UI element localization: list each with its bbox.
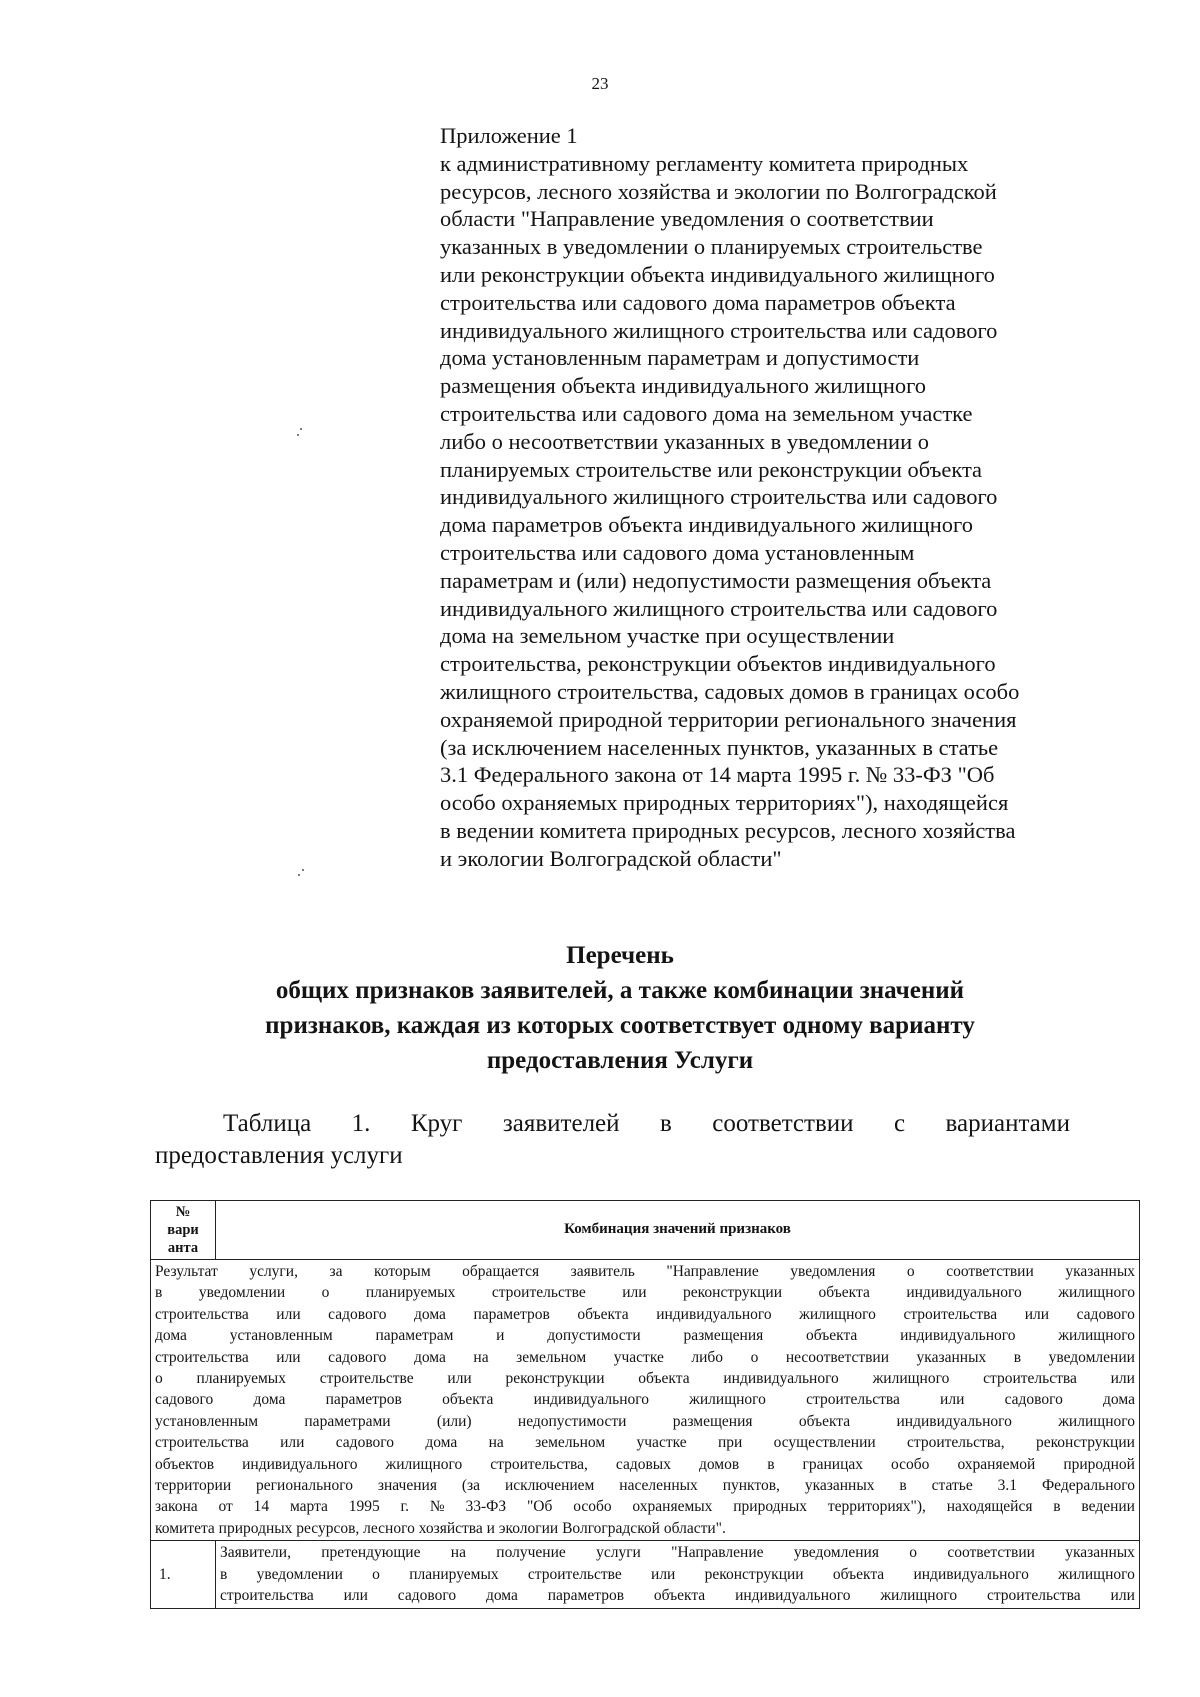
caption-word: Круг — [410, 1110, 463, 1137]
variant-line — [220, 1564, 1135, 1585]
table-row — [151, 1541, 1140, 1608]
word: пунктов, — [722, 1477, 780, 1495]
word: или — [622, 1284, 647, 1302]
appendix-line: строительства или садового дома установленным — [440, 539, 915, 565]
word: садового — [1004, 1391, 1063, 1409]
word: размещения — [683, 1327, 764, 1345]
word: земельном — [535, 1434, 606, 1452]
heading-line: предоставления Услуги — [486, 1047, 754, 1074]
variant-number-header: № вари анта — [151, 1201, 216, 1260]
word: жилищного — [1058, 1565, 1135, 1583]
appendix-line: либо о несоответствии указанных в уведомлении о — [440, 428, 929, 454]
appendix-line: размещения объекта индивидуального жилищного — [440, 373, 927, 399]
word: строительстве — [527, 1565, 622, 1583]
appendix-line: параметрам и (или) недопустимости размещения объекта — [440, 567, 992, 593]
variant-number: 1. — [151, 1541, 216, 1608]
word: жилищного — [1058, 1284, 1135, 1302]
word: дома — [413, 1348, 446, 1366]
variant-line — [220, 1542, 1135, 1563]
word: или — [1110, 1587, 1135, 1605]
word: параметров — [547, 1587, 625, 1605]
word: объекта — [577, 1305, 629, 1323]
result-cell — [151, 1260, 1140, 1541]
word: строительства — [155, 1348, 249, 1366]
word: садового — [155, 1391, 214, 1409]
word: индивидуального — [900, 1327, 1016, 1345]
word: дома — [155, 1327, 187, 1345]
word: размещения — [672, 1412, 753, 1430]
word: в — [155, 1284, 163, 1302]
appendix-line: в ведении комитета природных ресурсов, лесного хозяйства — [440, 817, 1016, 843]
result-line — [155, 1347, 1135, 1368]
word: уведомления — [790, 1263, 876, 1280]
word: г. — [400, 1498, 410, 1516]
word: получение — [496, 1544, 566, 1562]
word: строительства — [155, 1434, 249, 1452]
word: марта — [289, 1498, 328, 1516]
word: жилищного — [799, 1305, 876, 1323]
appendix-line: планируемых строительстве или реконструкции объекта — [440, 456, 983, 482]
word: жилищного — [385, 1455, 463, 1473]
word: особо — [573, 1498, 612, 1516]
word: о — [372, 1565, 380, 1583]
appendix-line: строительства, реконструкции объектов индивидуального — [440, 651, 996, 677]
heading-line: признаков, каждая из которых соответствует одному варианту — [265, 1012, 975, 1039]
word: садового — [328, 1305, 387, 1323]
word: параметрами — [304, 1412, 391, 1430]
appendix-line: индивидуального жилищного строительства или садового — [440, 484, 998, 510]
word: или — [940, 1391, 965, 1409]
caption-word: вариантами — [945, 1110, 1070, 1137]
word: жилищного — [1058, 1412, 1135, 1430]
word: реконструкции — [505, 1370, 605, 1388]
appendix-line: дома параметров объекта индивидуального жилищного — [440, 512, 973, 538]
word: о — [906, 1263, 915, 1280]
word: индивидуального — [735, 1587, 851, 1605]
word: домов — [698, 1455, 740, 1473]
result-line — [155, 1454, 1135, 1475]
word: в — [1013, 1348, 1022, 1366]
word: соответствии — [946, 1263, 1034, 1280]
word: статье — [931, 1477, 973, 1495]
word: в — [220, 1565, 228, 1583]
word: земельном — [516, 1348, 587, 1366]
caption-word: с — [893, 1110, 906, 1137]
appendix-line: строительства или садового дома на земельном участке — [440, 400, 973, 426]
result-line — [155, 1261, 1135, 1282]
word: параметров — [473, 1305, 550, 1323]
word: индивидуального — [723, 1370, 839, 1388]
word: строительства, — [490, 1455, 588, 1473]
result-line: комитета природных ресурсов, лесного хозяйства и экологии Волгоградской области". — [155, 1519, 726, 1537]
word: ведении — [1081, 1498, 1135, 1516]
word: планируемых — [365, 1284, 456, 1302]
word: указанных — [804, 1477, 875, 1495]
word: которым — [374, 1263, 431, 1280]
word: дома — [414, 1305, 446, 1323]
word: планируемых — [196, 1370, 286, 1388]
word: особо — [891, 1455, 930, 1473]
table-caption — [155, 1108, 1070, 1172]
appendix-line: охраняемой природной территории регионального значения — [440, 706, 1017, 732]
word: дома — [485, 1587, 518, 1605]
word: Заявители, — [220, 1544, 291, 1562]
word: в — [1053, 1498, 1061, 1516]
word: или — [280, 1434, 305, 1452]
heading-line: Перечень — [566, 942, 674, 969]
word: жилищного — [1058, 1327, 1135, 1345]
word: садового — [328, 1348, 387, 1366]
result-line — [155, 1282, 1135, 1303]
scan-speck — [302, 869, 304, 871]
word: значения — [377, 1477, 437, 1495]
appendix-line: и экологии Волгоградской области" — [440, 845, 782, 871]
word: и — [496, 1327, 505, 1345]
word: границах — [802, 1455, 864, 1473]
word: объекта — [442, 1391, 494, 1409]
word: на — [488, 1434, 504, 1452]
word: индивидуального — [656, 1305, 772, 1323]
word: на — [450, 1544, 466, 1562]
word: допустимости — [547, 1327, 641, 1345]
word: при — [717, 1434, 743, 1452]
word: осуществлении — [773, 1434, 876, 1452]
word: жилищного — [880, 1587, 958, 1605]
result-line — [155, 1411, 1135, 1432]
word: строительства — [983, 1370, 1077, 1388]
scan-speck — [298, 874, 300, 876]
word: природных — [733, 1498, 807, 1516]
word: или — [1024, 1305, 1050, 1323]
word: участке — [613, 1348, 664, 1366]
word: обращается — [462, 1263, 540, 1280]
word: регионального — [256, 1477, 353, 1495]
word: строительства — [903, 1305, 998, 1323]
word: (или) — [436, 1412, 472, 1430]
appendix-line: индивидуального жилищного строительства или садового — [440, 317, 998, 343]
word: садовых — [615, 1455, 671, 1473]
result-line — [155, 1389, 1135, 1410]
word: (за — [461, 1477, 481, 1495]
word: охраняемых — [632, 1498, 713, 1516]
word: параметров — [325, 1391, 402, 1409]
word: объекта — [653, 1587, 706, 1605]
word: дома — [425, 1434, 458, 1452]
word: индивидуального — [913, 1565, 1029, 1583]
word: 14 — [253, 1498, 270, 1516]
appendix-line: или реконструкции объекта индивидуального жилищного — [440, 261, 995, 287]
word: указанных — [916, 1348, 987, 1366]
word: объекта — [818, 1284, 870, 1302]
word: "Направление — [671, 1544, 764, 1562]
variant-line — [220, 1585, 1135, 1606]
word: дома — [1103, 1391, 1135, 1409]
word: или — [447, 1370, 472, 1388]
word: Федерального — [1041, 1477, 1135, 1495]
word: или — [343, 1587, 368, 1605]
word: жилищного — [689, 1391, 766, 1409]
word: или — [1110, 1370, 1135, 1388]
word: участке — [636, 1434, 687, 1452]
appendix-line: Приложение 1 — [440, 123, 578, 148]
result-line — [155, 1368, 1135, 1389]
word: 33-ФЗ — [465, 1498, 507, 1516]
word: № — [429, 1498, 445, 1516]
word: на — [473, 1348, 489, 1366]
word: недопустимости — [517, 1412, 627, 1430]
word: уведомления — [793, 1544, 879, 1562]
word: садового — [335, 1434, 395, 1452]
word: "Об — [526, 1498, 553, 1516]
word: претендующие — [321, 1544, 421, 1562]
word: планируемых — [409, 1565, 499, 1583]
caption-word: Таблица — [223, 1110, 312, 1137]
word: садового — [397, 1587, 457, 1605]
word: несоответствии — [785, 1348, 890, 1366]
word: в — [899, 1477, 907, 1495]
result-line — [155, 1304, 1135, 1325]
word: реконструкции — [1035, 1434, 1135, 1452]
word: установленным — [229, 1327, 333, 1345]
word: дома — [253, 1391, 286, 1409]
word: уведомлении — [256, 1565, 343, 1583]
scan-speck — [297, 434, 299, 436]
word: 1995 — [348, 1498, 380, 1516]
appendix-line: к административному регламенту комитета природных — [440, 150, 969, 176]
word: закона — [155, 1498, 198, 1516]
caption-word: заявителей — [502, 1110, 620, 1137]
word: или — [276, 1305, 301, 1323]
applicants-table — [150, 1200, 1140, 1609]
result-line — [155, 1496, 1135, 1517]
word: о — [750, 1348, 759, 1366]
appendix-line: ресурсов, лесного хозяйства и экологии по Волгоградской — [440, 178, 997, 204]
word: о — [321, 1284, 330, 1302]
caption-word: соответствии — [712, 1110, 854, 1137]
word: объектов — [155, 1455, 215, 1473]
word: или — [651, 1565, 676, 1583]
word: установленным — [155, 1412, 259, 1430]
appendix-line: строительства или садового дома параметров объекта — [440, 289, 956, 315]
scan-speck — [300, 428, 302, 430]
word: параметрам — [375, 1327, 454, 1345]
word: уведомлении — [198, 1284, 286, 1302]
word: уведомлении — [1048, 1348, 1135, 1366]
appendix-line: области "Направление уведомления о соответствии — [440, 206, 934, 232]
appendix-line: индивидуального жилищного строительства или садового — [440, 595, 998, 621]
word: природной — [1063, 1455, 1135, 1473]
word: реконструкции — [683, 1284, 783, 1302]
appendix-line: дома на земельном участке при осуществлении — [440, 623, 895, 649]
appendix-line: (за исключением населенных пунктов, указанных в статье — [440, 734, 999, 760]
word: индивидуального — [896, 1412, 1012, 1430]
page-number: 23 — [591, 74, 609, 93]
heading-line: общих признаков заявителей, а также комбинации значений — [275, 977, 965, 1004]
word: указанных — [1065, 1263, 1135, 1280]
combination-header: Комбинация значений признаков — [216, 1201, 1140, 1260]
word: объекта — [832, 1565, 885, 1583]
caption-word: в — [659, 1110, 672, 1137]
word: объекта — [638, 1370, 690, 1388]
word: 3.1 — [997, 1477, 1018, 1495]
list-heading — [120, 938, 1120, 1078]
word: или — [276, 1348, 301, 1366]
word: населенных — [619, 1477, 698, 1495]
word: услуги, — [249, 1263, 298, 1280]
word: о — [155, 1370, 163, 1388]
result-row — [151, 1260, 1140, 1541]
word: индивидуального — [906, 1284, 1022, 1302]
result-line — [155, 1325, 1135, 1346]
word: строительства, — [906, 1434, 1005, 1452]
word: строительства — [155, 1305, 249, 1323]
appendix-line: жилищного строительства, садовых домов в границах особо — [440, 678, 1020, 704]
result-line — [155, 1475, 1135, 1496]
word: индивидуального — [242, 1455, 358, 1473]
caption-word: 1. — [351, 1110, 371, 1137]
word: строительства — [220, 1587, 314, 1605]
word: охраняемой — [957, 1455, 1036, 1473]
word: реконструкции — [704, 1565, 804, 1583]
appendix-line: дома установленным параметрам и допустимости — [440, 345, 920, 371]
appendix-line: указанных в уведомлении о планируемых строительстве — [440, 234, 983, 260]
word: строительстве — [491, 1284, 586, 1302]
table-header-row — [151, 1201, 1140, 1260]
word: строительстве — [319, 1370, 414, 1388]
word: строительства — [986, 1587, 1081, 1605]
word: за — [329, 1263, 343, 1280]
word: объекта — [798, 1412, 851, 1430]
word: территориях"), — [827, 1498, 926, 1516]
word: соответствии — [947, 1544, 1035, 1562]
word: строительства — [806, 1391, 900, 1409]
word: исключением — [504, 1477, 595, 1495]
word: садового — [1076, 1305, 1135, 1323]
word: либо — [691, 1348, 724, 1366]
variant-description — [216, 1541, 1140, 1608]
word: Результат — [155, 1263, 218, 1280]
word: находящейся — [946, 1498, 1033, 1516]
appendix-block — [440, 122, 1080, 873]
appendix-line: 3.1 Федерального закона от 14 марта 1995 г. № 33-ФЗ "Об — [440, 762, 995, 788]
word: "Направление — [666, 1263, 759, 1280]
word: услуги — [596, 1544, 641, 1562]
word: в — [767, 1455, 775, 1473]
word: о — [909, 1544, 918, 1562]
word: от — [218, 1498, 233, 1516]
caption-line-2: предоставления услуги — [155, 1142, 403, 1169]
word: объекта — [806, 1327, 858, 1345]
word: указанных — [1065, 1544, 1135, 1562]
word: индивидуального — [533, 1391, 649, 1409]
appendix-line: особо охраняемых природных территориях"), находящейся — [440, 790, 1009, 816]
word: жилищного — [872, 1370, 950, 1388]
result-line — [155, 1432, 1135, 1453]
word: территории — [155, 1477, 232, 1495]
word: заявитель — [570, 1263, 635, 1280]
